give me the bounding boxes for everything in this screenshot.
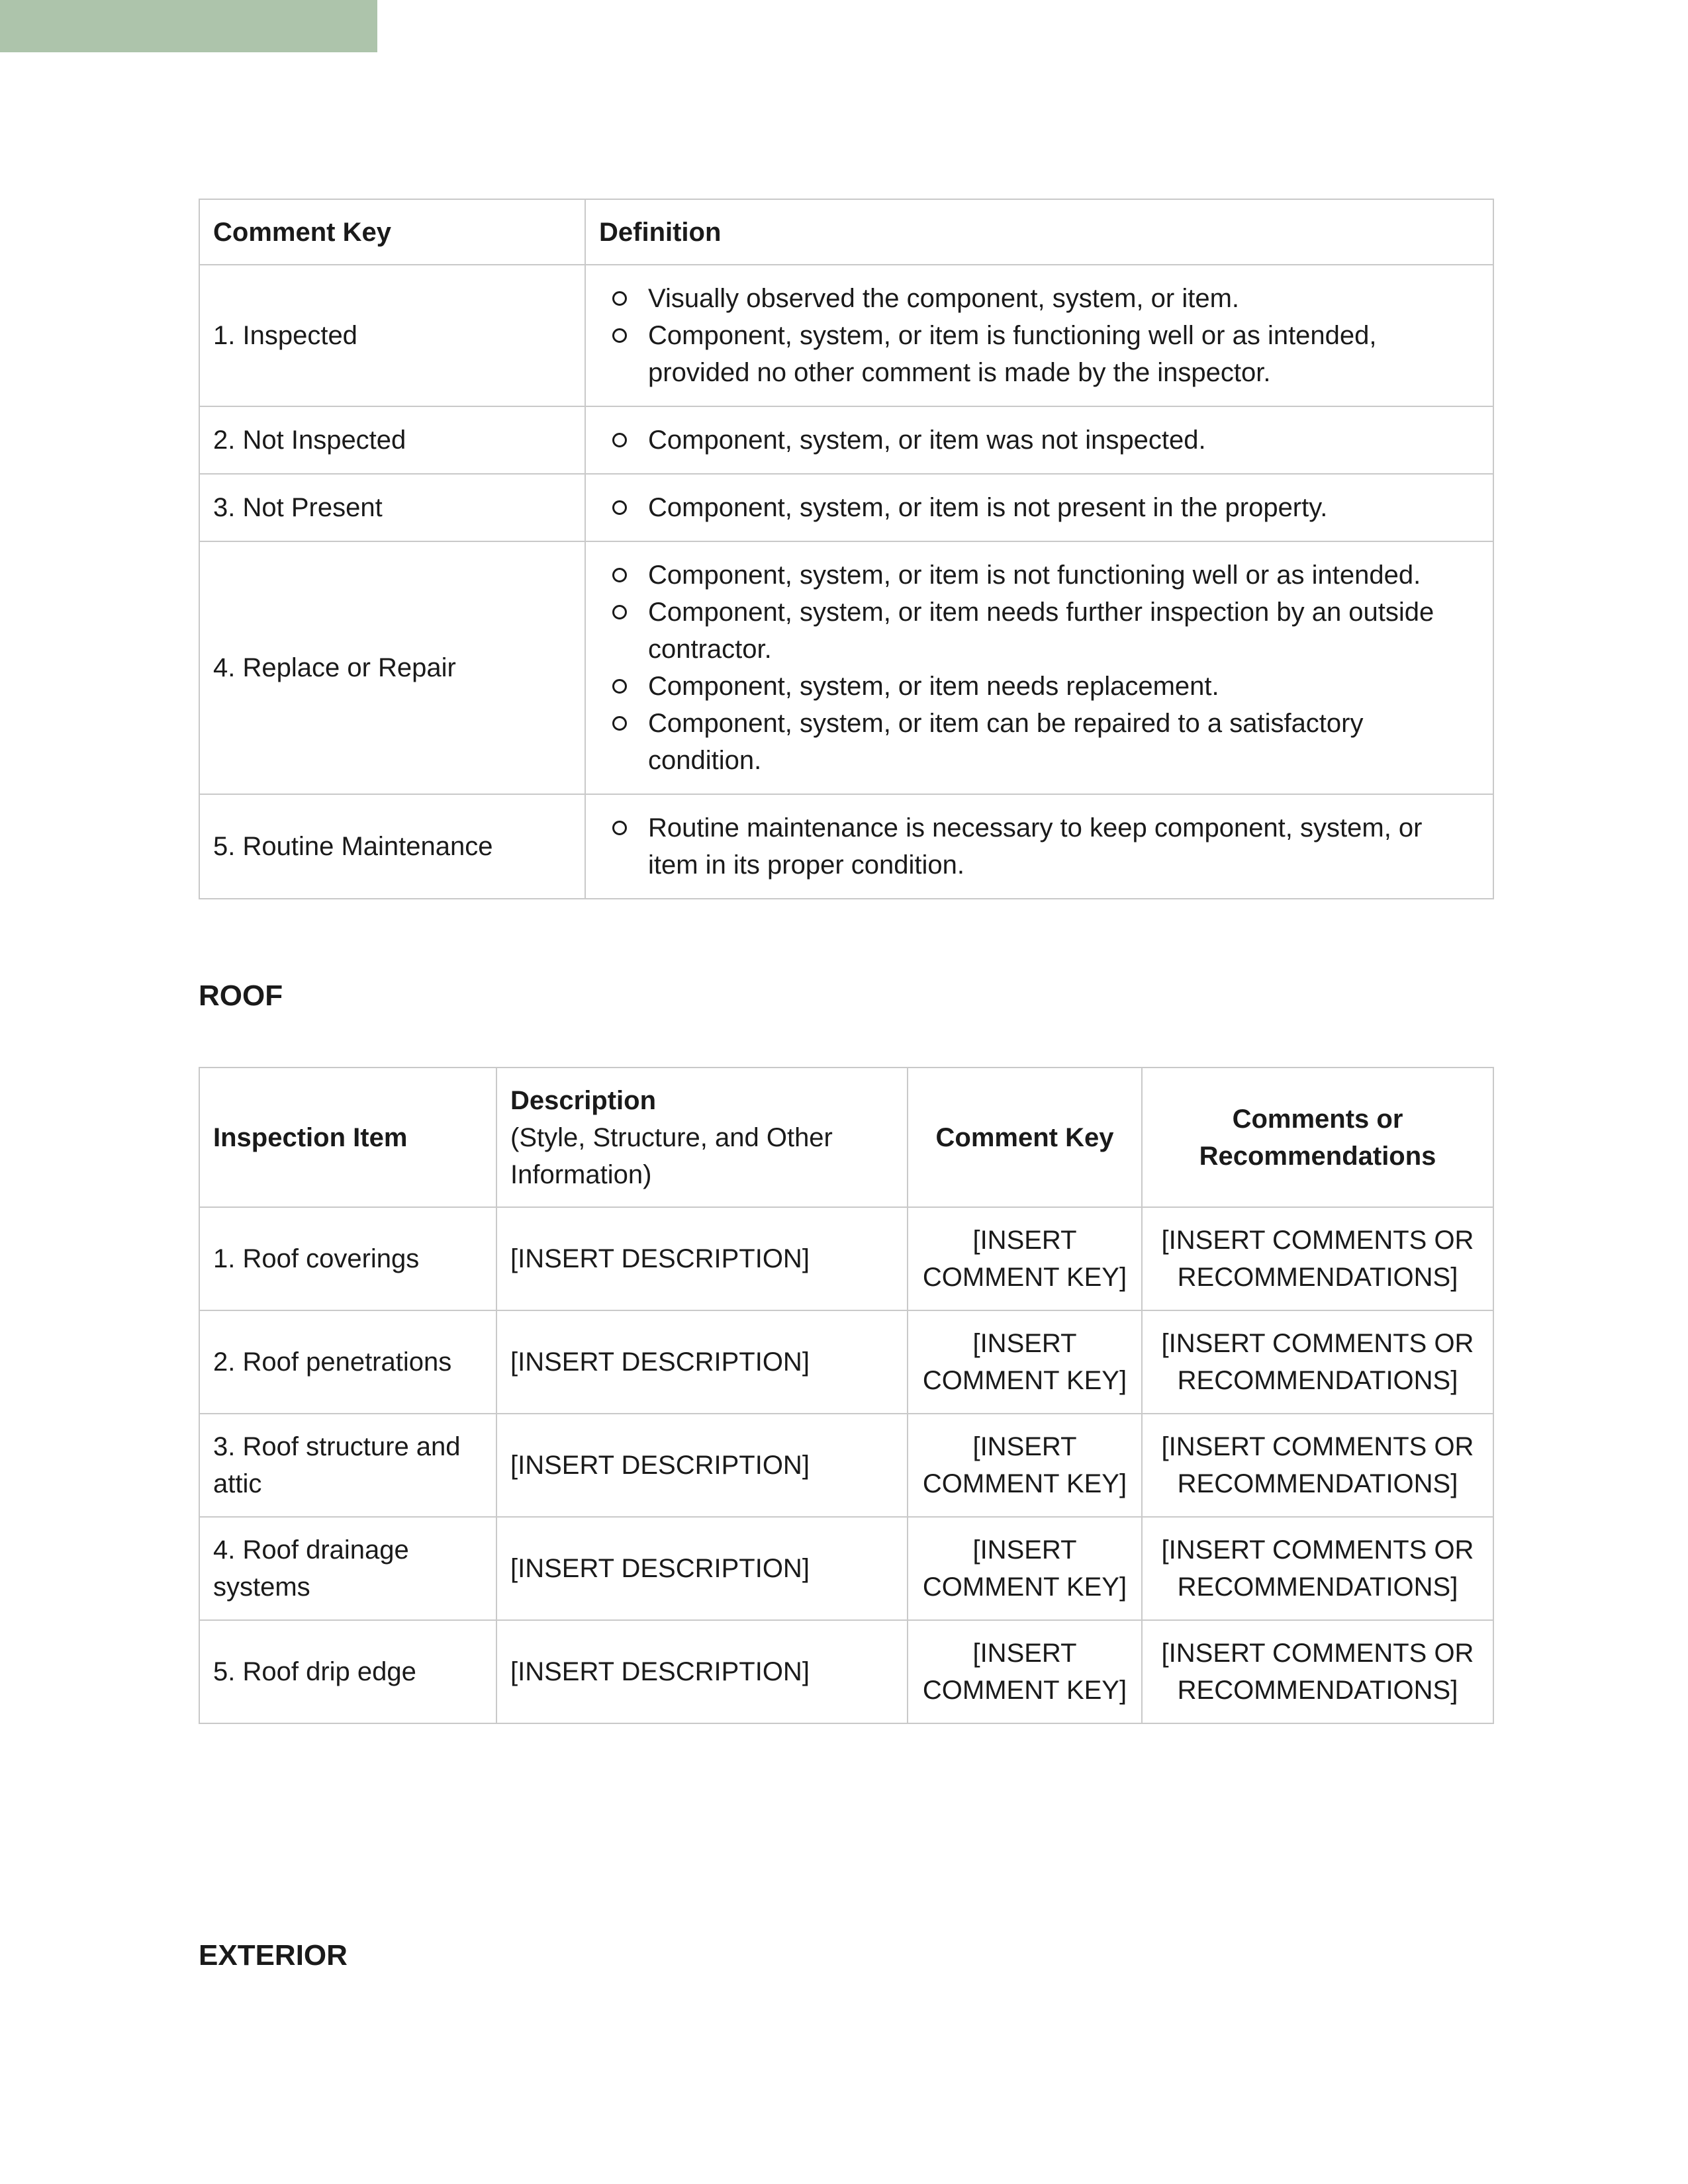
table-row xyxy=(199,1414,1493,1517)
table-row xyxy=(199,541,1493,794)
comments-cell: [INSERT COMMENTS OR RECOMMENDATIONS] xyxy=(1142,1620,1493,1723)
comments-cell: [INSERT COMMENTS OR RECOMMENDATIONS] xyxy=(1142,1207,1493,1310)
comment-key-cell: [INSERT COMMENT KEY] xyxy=(908,1414,1142,1517)
comment-key-table xyxy=(199,199,1494,899)
header-comment-key: Comment Key xyxy=(199,199,585,265)
header-description-subtitle: (Style, Structure, and Other Information) xyxy=(510,1122,833,1189)
header-inspection-item: Inspection Item xyxy=(199,1068,496,1207)
definition-item: Component, system, or item needs further inspection by an outside contractor. xyxy=(599,594,1479,668)
table-header-row xyxy=(199,199,1493,265)
comment-key-cell: 1. Inspected xyxy=(199,265,585,406)
definition-item: Component, system, or item can be repaired to a satisfactory condition. xyxy=(599,705,1479,779)
table-row xyxy=(199,1310,1493,1414)
header-description-title: Description xyxy=(510,1085,657,1115)
definition-item: Component, system, or item is not functioning well or as intended. xyxy=(599,557,1479,594)
comment-key-cell: 3. Not Present xyxy=(199,474,585,541)
comments-cell: [INSERT COMMENTS OR RECOMMENDATIONS] xyxy=(1142,1517,1493,1620)
table-row xyxy=(199,1207,1493,1310)
definition-item: Component, system, or item is functioning well or as intended, provided no other comment is made by the inspector. xyxy=(599,317,1479,391)
header-comments: Comments or Recommendations xyxy=(1142,1068,1493,1207)
header-description xyxy=(496,1068,908,1207)
header-comment-key: Comment Key xyxy=(908,1068,1142,1207)
definition-cell xyxy=(585,794,1493,899)
inspection-item-cell: 3. Roof structure and attic xyxy=(199,1414,496,1517)
definition-item: Routine maintenance is necessary to keep component, system, or item in its proper condition. xyxy=(599,809,1479,884)
definition-cell xyxy=(585,541,1493,794)
header-definition: Definition xyxy=(585,199,1493,265)
definition-cell xyxy=(585,265,1493,406)
description-cell: [INSERT DESCRIPTION] xyxy=(496,1414,908,1517)
section-heading-exterior: EXTERIOR xyxy=(199,1939,348,1972)
table-row xyxy=(199,406,1493,474)
roof-inspection-table xyxy=(199,1067,1494,1724)
comments-cell: [INSERT COMMENTS OR RECOMMENDATIONS] xyxy=(1142,1414,1493,1517)
table-row xyxy=(199,1517,1493,1620)
comment-key-cell: [INSERT COMMENT KEY] xyxy=(908,1620,1142,1723)
comment-key-cell: 5. Routine Maintenance xyxy=(199,794,585,899)
description-cell: [INSERT DESCRIPTION] xyxy=(496,1310,908,1414)
definition-item: Component, system, or item was not inspected. xyxy=(599,422,1479,459)
description-cell: [INSERT DESCRIPTION] xyxy=(496,1207,908,1310)
description-cell: [INSERT DESCRIPTION] xyxy=(496,1517,908,1620)
comment-key-cell: 4. Replace or Repair xyxy=(199,541,585,794)
comment-key-cell: [INSERT COMMENT KEY] xyxy=(908,1207,1142,1310)
header-accent-bar xyxy=(0,0,377,52)
definition-item: Visually observed the component, system, or item. xyxy=(599,280,1479,317)
inspection-item-cell: 1. Roof coverings xyxy=(199,1207,496,1310)
comment-key-cell: 2. Not Inspected xyxy=(199,406,585,474)
comment-key-cell: [INSERT COMMENT KEY] xyxy=(908,1310,1142,1414)
table-row xyxy=(199,474,1493,541)
table-row xyxy=(199,265,1493,406)
inspection-item-cell: 5. Roof drip edge xyxy=(199,1620,496,1723)
definition-cell xyxy=(585,474,1493,541)
definition-item: Component, system, or item needs replacement. xyxy=(599,668,1479,705)
comments-cell: [INSERT COMMENTS OR RECOMMENDATIONS] xyxy=(1142,1310,1493,1414)
table-row xyxy=(199,794,1493,899)
table-header-row xyxy=(199,1068,1493,1207)
comment-key-cell: [INSERT COMMENT KEY] xyxy=(908,1517,1142,1620)
inspection-item-cell: 2. Roof penetrations xyxy=(199,1310,496,1414)
section-heading-roof: ROOF xyxy=(199,979,283,1012)
description-cell: [INSERT DESCRIPTION] xyxy=(496,1620,908,1723)
inspection-item-cell: 4. Roof drainage systems xyxy=(199,1517,496,1620)
definition-cell xyxy=(585,406,1493,474)
definition-item: Component, system, or item is not present in the property. xyxy=(599,489,1479,526)
table-row xyxy=(199,1620,1493,1723)
